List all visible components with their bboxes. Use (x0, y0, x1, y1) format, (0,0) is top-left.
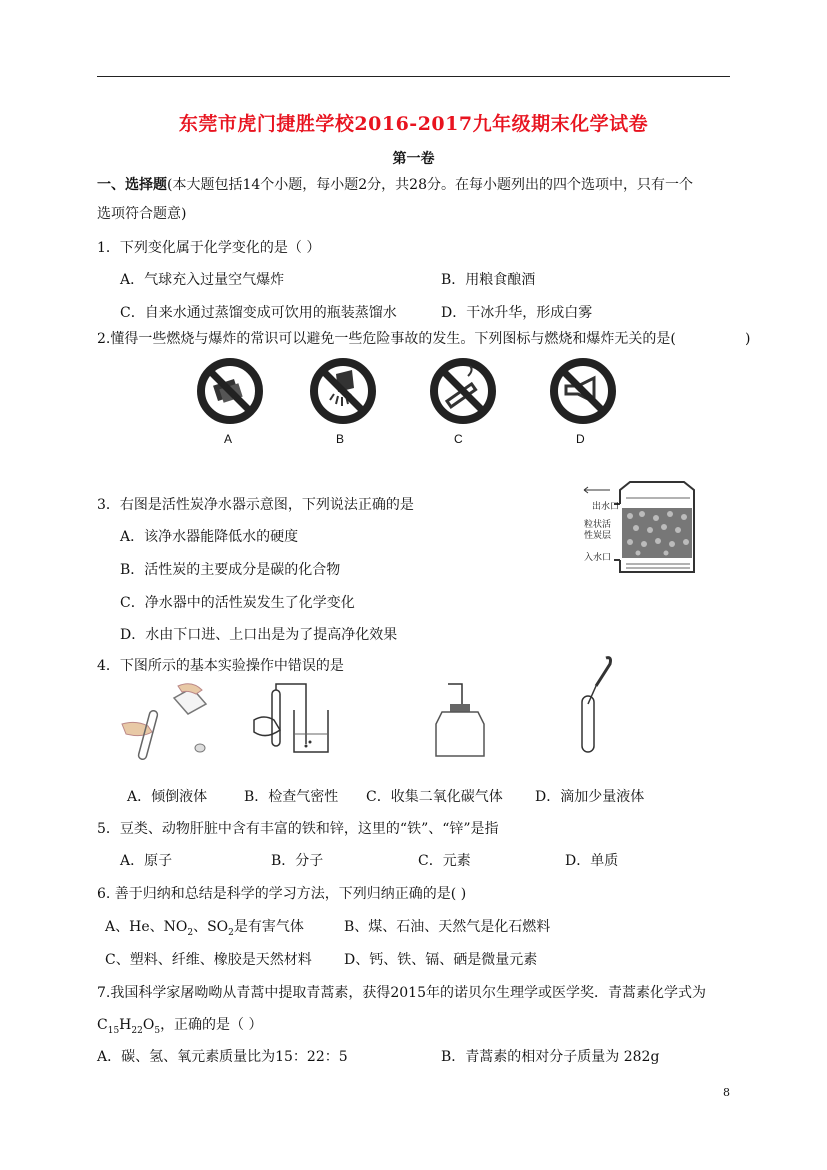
q2-stem-end: ) (745, 331, 751, 347)
no-fireworks-sign-icon (308, 356, 378, 426)
q7-formula-o-sub: 5 (154, 1025, 161, 1036)
carbon-purifier-diagram (580, 480, 700, 580)
q5-stem: 5．豆类、动物肝脏中含有丰富的铁和锌，这里的“铁”、“锌”是指 (97, 821, 499, 837)
q6-option-d: D、钙、铁、镉、硒是微量元素 (344, 952, 538, 968)
q4-option-a: A．倾倒液体 (127, 789, 208, 805)
q1-option-a: A．气球充入过量空气爆炸 (120, 272, 285, 288)
q2-label-c: C (454, 432, 463, 446)
q3-option-d: D．水由下口进、上口出是为了提高净化效果 (120, 627, 398, 643)
q6-stem: 6. 善于归纳和总结是科学的学习方法，下列归纳正确的是( ) (97, 886, 467, 902)
q2-label-a: A (224, 432, 233, 446)
header-rule (97, 76, 730, 77)
q4-option-c: C．收集二氧化碳气体 (366, 789, 503, 805)
q7-formula-c-sub: 15 (107, 1025, 120, 1036)
no-horn-sign-icon (548, 356, 618, 426)
fig-inlet-label: 入水口 (584, 553, 612, 563)
q6-a-sub1: 2 (187, 927, 194, 938)
fig-carbon-label-2: 性炭层 (584, 531, 612, 541)
q7-formula-h-sub: 22 (131, 1025, 143, 1036)
q7-formula-o: O (142, 1017, 155, 1033)
airtight-check-diagram (244, 680, 344, 760)
q5-option-a: A．原子 (120, 853, 173, 869)
pour-liquid-diagram (118, 680, 218, 760)
q1-option-c: C．自来水通过蒸馏变成可饮用的瓶装蒸馏水 (120, 305, 397, 321)
q6-option-c: C、塑料、纤维、橡胶是天然材料 (105, 952, 312, 968)
q5-option-c: C．元素 (418, 853, 471, 869)
part1-intro-text: (本大题包括14个小题，每小题2分，共28分。在每小题列出的四个选项中，只有一个 (167, 177, 693, 193)
q3-option-a: A．该净水器能降低水的硬度 (120, 529, 299, 545)
q3-stem: 3．右图是活性炭净水器示意图，下列说法正确的是 (97, 497, 414, 513)
q6-a-mid: 、SO (193, 919, 229, 935)
q4-option-d: D．滴加少量液体 (535, 789, 645, 805)
exam-title: 东莞市虎门捷胜学校2016-2017九年级期末化学试卷 (178, 113, 649, 135)
q7-formula-c: C (97, 1017, 108, 1033)
q7-stem-line1: 7.我国科学家屠呦呦从青蒿中提取青蒿素，获得2015年的诺贝尔生理学或医学奖．青蒿素化学式为 (97, 985, 706, 1001)
q1-stem: 1．下列变化属于化学变化的是（ ） (97, 240, 321, 256)
q6-option-b: B、煤、石油、天然气是化石燃料 (344, 919, 551, 935)
q3-option-b: B．活性炭的主要成分是碳的化合物 (120, 562, 341, 578)
part1-heading: 一、选择题 (97, 177, 167, 193)
q6-a-post: 是有害气体 (233, 919, 304, 935)
q6-option-a (105, 918, 304, 942)
q2-stem: 2.懂得一些燃烧与爆炸的常识可以避免一些危险事故的发生。下列图标与燃烧和爆炸无关的是( (97, 331, 676, 347)
q1-option-b: B．用粮食酿酒 (441, 272, 536, 288)
collect-co2-diagram (430, 680, 490, 760)
q6-a-sub2: 2 (228, 927, 234, 938)
section-title: 第一卷 (392, 151, 435, 167)
no-smoking-sign-icon (428, 356, 498, 426)
part1-intro-line2: 选项符合题意) (97, 206, 187, 222)
q6-a-pre: A、He、NO (105, 919, 188, 935)
part1-intro-line1 (97, 176, 693, 194)
q7-formula-h: H (119, 1017, 132, 1033)
q3-option-c: C．净水器中的活性炭发生了化学变化 (120, 595, 355, 611)
fig-outlet-label: 出水口 (592, 502, 620, 512)
page-number: 8 (723, 1086, 730, 1099)
fig-carbon-label-1: 粒状活 (584, 520, 612, 530)
q7-stem-rest: ，正确的是（ ） (160, 1017, 263, 1033)
q1-option-d: D．干冰升华，形成白雾 (441, 305, 593, 321)
q7-option-b: B．青蒿素的相对分子质量为 282g (441, 1049, 660, 1065)
q2-label-d: D (576, 432, 585, 446)
q7-option-a: A．碳、氢、氧元素质量比为15：22：5 (97, 1049, 348, 1065)
q2-label-b: B (336, 432, 345, 446)
dropper-diagram (570, 656, 620, 756)
q7-stem-line2 (97, 1016, 263, 1040)
q4-stem: 4．下图所示的基本实验操作中错误的是 (97, 658, 344, 674)
q5-option-b: B．分子 (271, 853, 324, 869)
no-explosives-sign-icon (195, 356, 265, 426)
q4-option-b: B．检查气密性 (244, 789, 339, 805)
q5-option-d: D．单质 (565, 853, 619, 869)
